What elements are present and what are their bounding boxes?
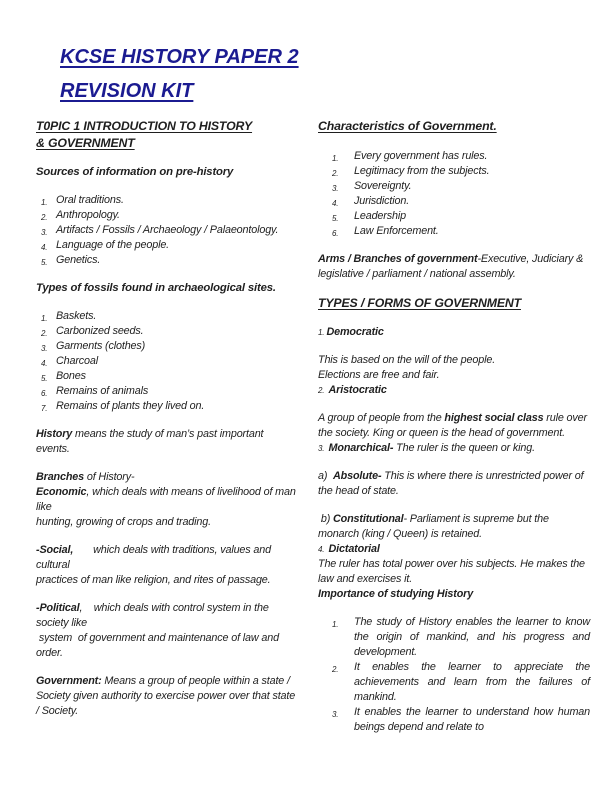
text-run: The ruler is the queen or king. — [393, 442, 535, 454]
list-item — [36, 324, 298, 339]
list-item — [36, 208, 298, 223]
list-item — [36, 354, 298, 369]
list-item — [330, 179, 590, 194]
topic-heading — [36, 118, 298, 151]
aristocratic-monarchical-block — [318, 411, 590, 456]
list-item-number: 6. — [332, 228, 339, 238]
text-run: -Executive, Judiciary & legislative / parliament / national assembly. — [318, 252, 587, 280]
types-of-government-heading: TYPES / FORMS OF GOVERNMENT — [318, 295, 521, 310]
list-item-text: Artifacts / Fossils / Archaeology / Palaeontology. — [56, 224, 279, 236]
list-item-number: 5. — [41, 258, 48, 267]
list-item-text: Genetics. — [56, 254, 101, 266]
list-item — [36, 384, 298, 399]
bold-text-run: Monarchical- — [328, 442, 394, 454]
list-item-number: 4. — [332, 198, 339, 208]
list-item-text: It enables the learner to appreciate the achievements and learn from the failures of mankind. — [354, 661, 590, 703]
list-item-number: 1. — [41, 314, 48, 323]
list-item-number: 3. — [332, 183, 339, 193]
bold-text-run: History — [36, 428, 73, 440]
text-run: , which deals with means of livelihood of man like — [36, 486, 299, 513]
bold-text-run: Constitutional — [333, 513, 404, 525]
importance-list — [318, 615, 590, 735]
list-item-number: 7. — [41, 404, 48, 413]
bold-text-run: Branches — [36, 471, 85, 483]
text-run: rule over the society. King or queen is the head of government. — [318, 412, 590, 439]
list-item — [330, 615, 590, 660]
list-number-run: 3. — [318, 444, 329, 453]
text-run: Elections are free and fair. — [318, 369, 440, 381]
text-run: T0PIC 1 INTRODUCTION TO HISTORY — [36, 119, 253, 133]
list-item-text: Oral traditions. — [56, 194, 124, 206]
list-item — [330, 660, 590, 705]
text-run: , which deals with control system in the society like — [36, 602, 272, 629]
list-item — [36, 223, 298, 238]
bold-text-run: Arms / Branches of government — [318, 252, 478, 265]
list-item-text: Garments (clothes) — [56, 340, 146, 352]
right-column — [318, 118, 590, 748]
list-item — [36, 369, 298, 384]
fossils-list — [36, 309, 298, 414]
text-run: b) — [318, 513, 334, 525]
fossils-heading: Types of fossils found in archaeological sites. — [36, 282, 276, 294]
list-item-text: Bones — [56, 370, 86, 382]
list-number-run: 4. — [318, 545, 329, 554]
characteristics-list — [318, 149, 590, 239]
list-item — [330, 209, 590, 224]
history-definition-paragraph — [36, 427, 298, 457]
list-item-text: Carbonized seeds. — [56, 325, 144, 337]
government-definition-paragraph — [36, 674, 298, 719]
list-item-number: 6. — [41, 389, 48, 398]
bold-text-run: Importance of studying History — [318, 588, 474, 600]
list-item-text: Anthropology. — [56, 209, 120, 221]
text-run: This is where there is unrestricted power of the head of state. — [318, 470, 587, 497]
bold-text-run: Economic — [36, 486, 87, 498]
text-run: This is based on the will of the people. — [318, 354, 496, 366]
text-run: & GOVERNMENT — [36, 135, 135, 150]
list-item — [36, 253, 298, 268]
list-item-number: 3. — [41, 344, 48, 353]
branches-paragraph — [36, 470, 298, 530]
title-line-1: KCSE HISTORY PAPER 2 — [60, 46, 299, 68]
list-item-number: 1. — [332, 153, 339, 163]
text-run: a) — [318, 470, 333, 482]
list-item — [330, 194, 590, 209]
list-item-number: 5. — [332, 213, 339, 223]
text-run: system of government and maintenance of law and order. — [36, 632, 282, 659]
arms-branches-paragraph — [318, 252, 590, 282]
list-item — [330, 224, 590, 239]
bold-text-run: -Political — [36, 602, 80, 614]
social-branch-paragraph — [36, 543, 298, 588]
list-item-text: Remains of plants they lived on. — [56, 400, 205, 412]
list-item-number: 5. — [41, 374, 48, 383]
text-run: A group of people from the — [318, 412, 445, 424]
list-item-text: Sovereignty. — [354, 179, 412, 192]
list-item-number: 2. — [41, 329, 48, 338]
document-title — [60, 40, 612, 108]
democratic-item — [318, 325, 590, 340]
absolute-item — [318, 469, 590, 499]
left-column — [36, 118, 298, 732]
bold-text-run: Absolute- — [333, 470, 382, 482]
text-run: hunting, growing of crops and trading. — [36, 516, 211, 528]
list-item-number: 1. — [332, 620, 339, 629]
list-item-number: 4. — [41, 243, 48, 252]
list-item-number: 3. — [332, 710, 339, 719]
list-item — [36, 238, 298, 253]
list-item — [330, 705, 590, 735]
bold-text-run: highest social class — [444, 412, 544, 424]
title-line-2: REVISION KIT — [60, 80, 194, 102]
political-branch-paragraph — [36, 601, 298, 661]
list-number-run: 2. — [318, 386, 329, 395]
text-run: which deals with traditions, values and cultural — [36, 544, 274, 571]
list-item-text: Charcoal — [56, 355, 99, 367]
list-item — [36, 309, 298, 324]
democratic-aristocratic-block — [318, 353, 590, 398]
list-item-number: 2. — [41, 213, 48, 222]
two-column-layout — [0, 118, 612, 748]
list-item — [36, 193, 298, 208]
text-run: The ruler has total power over his subjects. He makes the law and exercises it. — [318, 558, 588, 585]
bold-text-run: Government: — [36, 675, 102, 687]
list-item — [36, 399, 298, 414]
constitutional-dictatorial-block — [318, 512, 590, 602]
list-item-text: Legitimacy from the subjects. — [354, 164, 490, 177]
list-item-text: Jurisdiction. — [354, 194, 410, 207]
list-item-text: Leadership — [354, 209, 406, 222]
list-item-number: 2. — [332, 168, 339, 178]
list-item-number: 1. — [41, 198, 48, 207]
sources-heading: Sources of information on pre-history — [36, 166, 234, 178]
bold-text-run: -Social, — [36, 544, 74, 556]
list-item — [330, 164, 590, 179]
list-item-text: Language of the people. — [56, 239, 170, 251]
list-item-text: It enables the learner to understand how human beings depend and relate to — [354, 706, 590, 733]
bold-text-run: Democratic — [326, 326, 384, 338]
list-item-number: 2. — [332, 665, 339, 674]
list-item-text: Remains of animals — [56, 385, 149, 397]
list-item — [330, 149, 590, 164]
sources-list — [36, 193, 298, 268]
list-item-text: The study of History enables the learner to know the origin of mankind, and his progress and development. — [354, 616, 590, 658]
text-run: Means a group of people within a state / Society given authority to exercise power over that state / Society. — [36, 675, 298, 717]
list-item-text: Baskets. — [56, 310, 97, 322]
text-run: of History- — [84, 471, 135, 483]
bold-text-run: Dictatorial — [328, 543, 380, 555]
list-item-text: Law Enforcement. — [354, 224, 439, 237]
list-item — [36, 339, 298, 354]
characteristics-heading: Characteristics of Government. — [318, 119, 497, 133]
list-number-run: 1. — [318, 328, 327, 337]
list-item-text: Every government has rules. — [354, 149, 488, 162]
text-run: practices of man like religion, and rites of passage. — [36, 574, 271, 586]
bold-text-run: Aristocratic — [328, 384, 387, 396]
text-run: means the study of man’s past important events. — [36, 428, 267, 455]
list-item-number: 4. — [41, 359, 48, 368]
text-run: - Parliament is supreme but the monarch (king / Queen) is retained. — [318, 513, 552, 540]
list-item-number: 3. — [41, 228, 48, 237]
